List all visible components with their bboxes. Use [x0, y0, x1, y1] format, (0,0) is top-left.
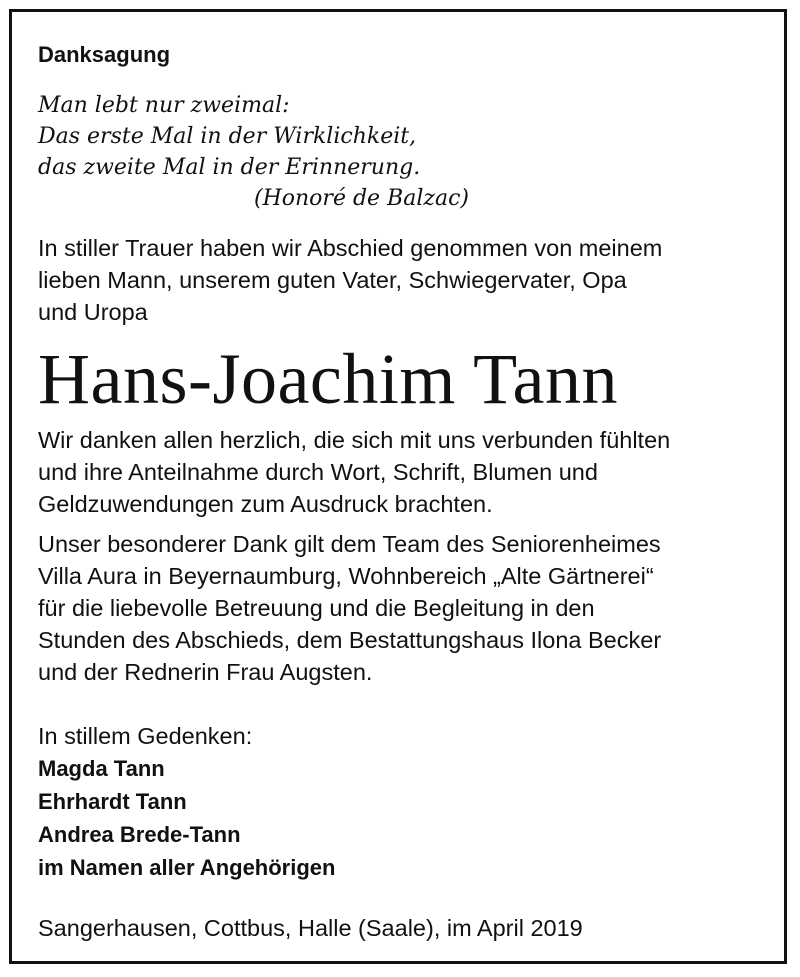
- thanks-line: Geldzuwendungen zum Ausdruck brachten.: [38, 491, 493, 517]
- quote-line: Das erste Mal in der Wirklichkeit,: [38, 124, 417, 149]
- memory-label: In stillem Gedenken:: [38, 723, 253, 749]
- deceased-name: Hans-Joachim Tann: [38, 339, 618, 419]
- special-thanks-line: und der Rednerin Frau Augsten.: [38, 659, 373, 685]
- thanks-paragraph: [38, 424, 763, 520]
- special-thanks-paragraph: [38, 528, 763, 688]
- signer-name: im Namen aller Angehörigen: [38, 855, 336, 880]
- place-date: Sangerhausen, Cottbus, Halle (Saale), im April 2019: [38, 915, 583, 941]
- quote-line: das zweite Mal in der Erinnerung.: [38, 155, 421, 180]
- signer-name: Magda Tann: [38, 756, 165, 781]
- heading: Danksagung: [38, 42, 171, 67]
- special-thanks-line: Stunden des Abschieds, dem Bestattungshaus Ilona Becker: [38, 627, 662, 653]
- special-thanks-line: Unser besonderer Dank gilt dem Team des Seniorenheimes: [38, 531, 661, 557]
- quote-block: [38, 90, 763, 214]
- thanks-line: Wir danken allen herzlich, die sich mit uns verbunden fühlten: [38, 427, 671, 453]
- intro-line: In stiller Trauer haben wir Abschied genommen von meinem: [38, 235, 663, 261]
- intro-paragraph: [38, 232, 763, 328]
- special-thanks-line: Villa Aura in Beyernaumburg, Wohnbereich „Alte Gärtnerei“: [38, 563, 654, 589]
- thanks-line: und ihre Anteilnahme durch Wort, Schrift, Blumen und: [38, 459, 598, 485]
- signers-list: [38, 752, 763, 884]
- obituary-notice: [38, 40, 763, 944]
- signer-name: Andrea Brede-Tann: [38, 822, 241, 847]
- special-thanks-line: für die liebevolle Betreuung und die Begleitung in den: [38, 595, 595, 621]
- quote-author: (Honoré de Balzac): [254, 186, 469, 211]
- intro-line: lieben Mann, unserem guten Vater, Schwiegervater, Opa: [38, 267, 627, 293]
- signer-name: Ehrhardt Tann: [38, 789, 187, 814]
- intro-line: und Uropa: [38, 299, 148, 325]
- quote-line: Man lebt nur zweimal:: [38, 93, 290, 118]
